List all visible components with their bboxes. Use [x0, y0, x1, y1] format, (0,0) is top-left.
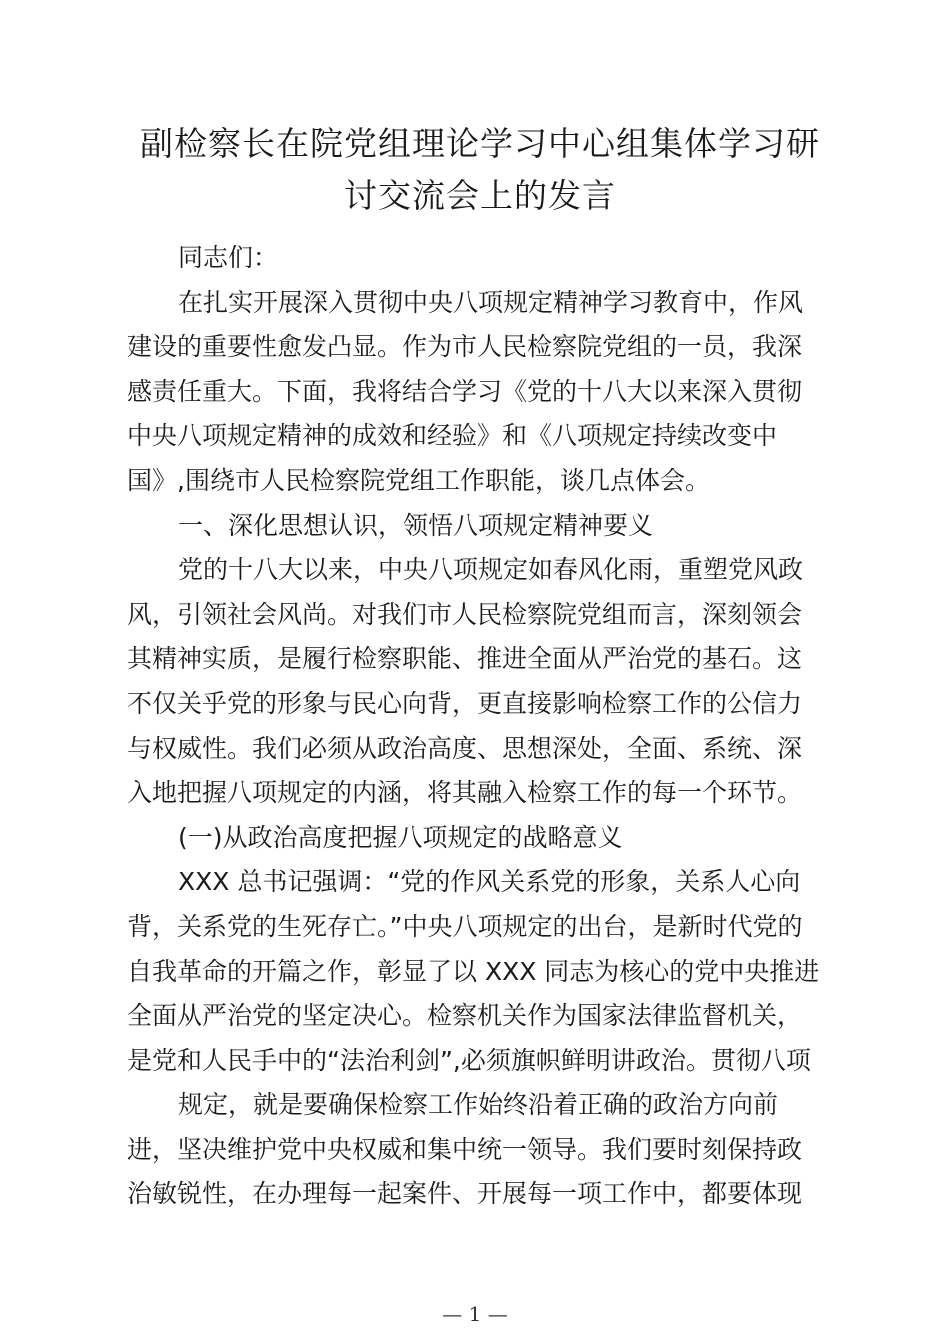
body-line: 治敏锐性，在办理每一起案件、开展每一项工作中，都要体现: [127, 1179, 803, 1209]
body-line: 与权威性。我们必须从政治高度、思想深处，全面、系统、深: [127, 733, 803, 763]
body-line: 自我革命的开篇之作，彰显了以 XXX 同志为核心的党中央推进: [127, 956, 820, 986]
document-title: [110, 118, 850, 222]
body-line: 同志们：: [178, 243, 279, 272]
title-line-2: 讨交流会上的发言: [344, 176, 616, 215]
body-line: 建设的重要性愈发凸显。作为市人民检察院党组的一员，我深: [127, 332, 803, 362]
body-line: XXX 总书记强调：“党的作风关系党的形象，关系人心向: [178, 867, 801, 897]
body-line: 不仅关乎党的形象与民心向背，更直接影响检察工作的公信力: [127, 688, 803, 718]
body-line: 感责任重大。下面，我将结合学习《党的十八大以来深入贯彻: [127, 376, 803, 406]
body-line: 党的十八大以来，中央八项规定如春风化雨，重塑党风政: [178, 555, 804, 585]
body-line: 进，坚决维护党中央权威和集中统一领导。我们要时刻保持政: [127, 1134, 803, 1164]
body-line: 是党和人民手中的“法治利剑”,必须旗帜鲜明讲政治。贯彻八项: [127, 1045, 811, 1075]
title-line-1: 副检察长在院党组理论学习中心组集体学习研: [140, 124, 820, 163]
body-line: 中央八项规定精神的成效和经验》和《八项规定持续改变中: [127, 421, 778, 451]
body-line: 一、深化思想认识，领悟八项规定精神要义: [178, 510, 654, 540]
body-line: 背，关系党的生死存亡。”中央八项规定的出台，是新时代党的: [127, 911, 803, 941]
body-line: 入地把握八项规定的内涵，将其融入检察工作的每一个环节。: [127, 778, 803, 808]
document-body: [127, 236, 832, 1217]
page-number: — 1 —: [442, 1302, 508, 1326]
body-line: 国》,围绕市人民检察院党组工作职能，谈几点体会。: [127, 465, 710, 495]
body-line: 规定，就是要确保检察工作始终沿着正确的政治方向前: [178, 1090, 779, 1120]
body-line: 在扎实开展深入贯彻中央八项规定精神学习教育中，作风: [178, 287, 804, 317]
body-line: 全面从严治党的坚定决心。检察机关作为国家法律监督机关，: [127, 1001, 803, 1031]
body-line: 其精神实质，是履行检察职能、推进全面从严治党的基石。这: [127, 644, 803, 674]
body-line: 风，引领社会风尚。对我们市人民检察院党组而言，深刻领会: [127, 599, 803, 629]
body-line: (一)从政治高度把握八项规定的战略意义: [178, 822, 623, 852]
